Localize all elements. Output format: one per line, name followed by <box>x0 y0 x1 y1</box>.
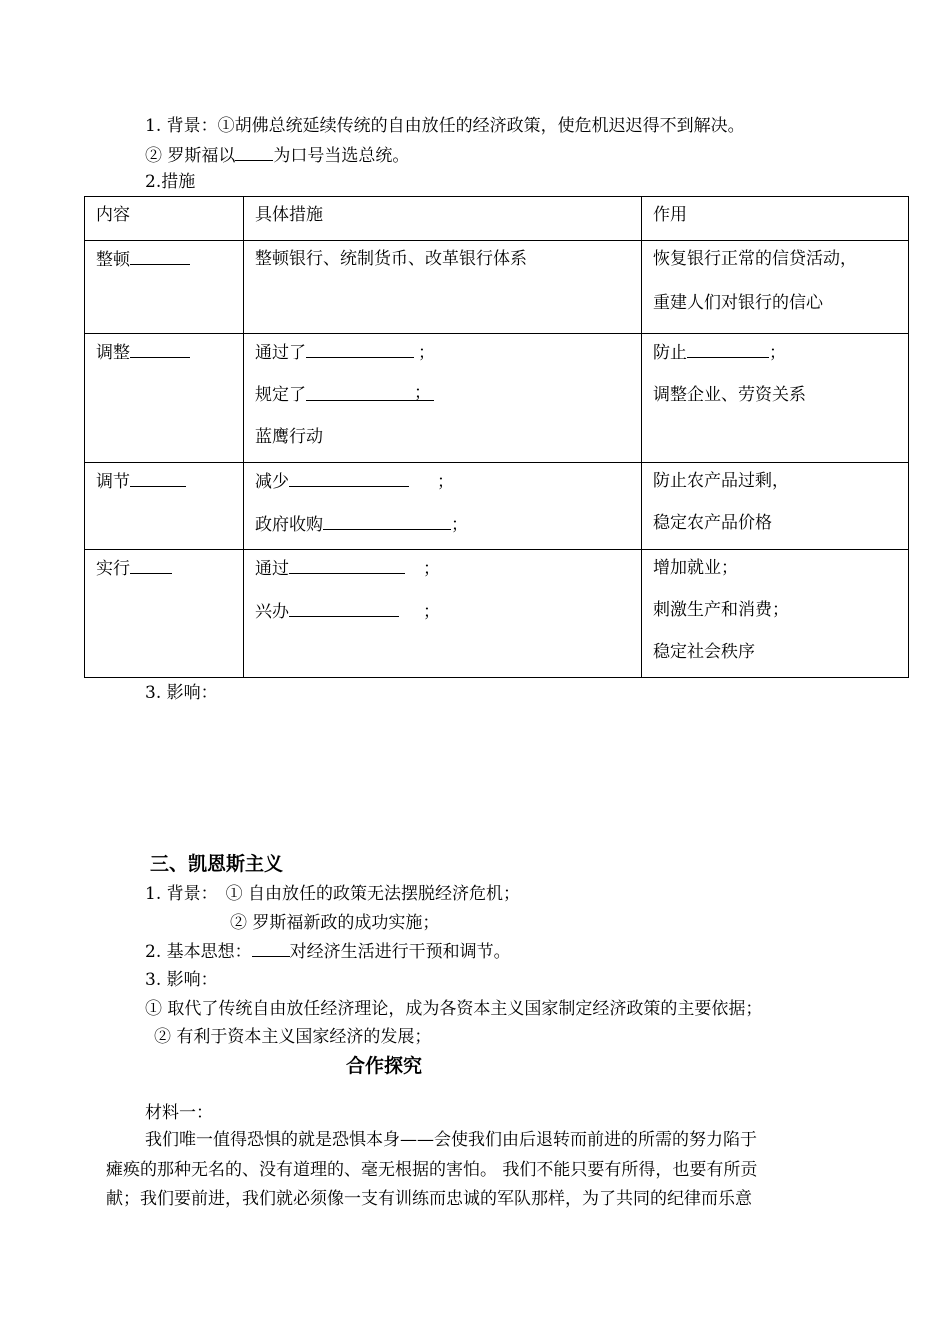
table-row <box>85 241 909 334</box>
table-header-cell: 内容 <box>85 197 244 241</box>
background-label: 1. 背景： <box>145 116 218 136</box>
fill-blank[interactable] <box>235 144 273 161</box>
table-cell: 调节 <box>85 463 244 550</box>
table-header-cell: 具体措施 <box>244 197 642 241</box>
table-cell: 通过 ； 兴办 ； <box>244 550 642 678</box>
keynes-impact-line1: ① 取代了传统自由放任经济理论，成为各资本主义国家制定经济政策的主要依据； <box>145 999 763 1019</box>
material-paragraph-line: 献；我们要前进，我们就必须像一支有训练而忠诚的军队那样，为了共同的纪律而乐意 <box>106 1189 752 1209</box>
fill-blank[interactable] <box>130 341 190 358</box>
table-cell: 实行 <box>85 550 244 678</box>
material-label: 材料一： <box>145 1103 213 1123</box>
table-cell: 减少 ； 政府收购 ； <box>244 463 642 550</box>
table-cell: 整顿银行、统制货币、改革银行体系 <box>244 241 642 334</box>
table-row <box>85 550 909 678</box>
fill-blank[interactable] <box>323 513 451 530</box>
table-header-cell: 作用 <box>642 197 909 241</box>
keynes-background-line2: ② 罗斯福新政的成功实施； <box>230 913 440 933</box>
keynes-basic-idea: 2. 基本思想： 对经济生活进行干预和调节。 <box>145 942 511 962</box>
new-deal-background-line1 <box>145 115 745 137</box>
fill-blank[interactable] <box>289 600 399 617</box>
table-cell: 通过了 ； 规定了 ； 蓝鹰行动 <box>244 334 642 463</box>
table-row <box>85 334 909 463</box>
table-cell: 防止农产品过剩， 稳定农产品价格 <box>642 463 909 550</box>
fill-blank[interactable] <box>252 940 290 957</box>
fill-blank[interactable] <box>289 470 409 487</box>
table-cell: 防止 ； 调整企业、劳资关系 <box>642 334 909 463</box>
section-title-keynesianism: 三、凯恩斯主义 <box>150 853 284 875</box>
fill-blank[interactable] <box>130 248 190 265</box>
cooperation-title: 合作探究 <box>346 1055 423 1077</box>
fill-blank[interactable] <box>130 557 172 574</box>
new-deal-impact-label: 3. 影响： <box>145 683 218 703</box>
fill-blank[interactable]: ； <box>306 384 434 401</box>
keynes-impact-line2: ② 有利于资本主义国家经济的发展； <box>154 1027 432 1047</box>
table-header-row <box>85 197 909 241</box>
background-text: ①胡佛总统延续传统的自由放任的经济政策，使危机迟迟得不到解决。 <box>217 116 745 136</box>
fill-blank[interactable] <box>289 557 405 574</box>
table-cell: 恢复银行正常的信贷活动， 重建人们对银行的信心 <box>642 241 909 334</box>
material-paragraph-line: 瘫痪的那种无名的、没有道理的、毫无根据的害怕。 我们不能只要有所得，也要有所贡 <box>106 1160 758 1180</box>
fill-blank[interactable] <box>306 341 414 358</box>
measures-table <box>84 196 909 678</box>
material-paragraph-line: 我们唯一值得恐惧的就是恐惧本身——会使我们由后退转而前进的所需的努力陷于 <box>145 1130 757 1150</box>
fill-blank[interactable] <box>687 341 769 358</box>
keynes-background-line1: 1. 背景： ① 自由放任的政策无法摆脱经济危机； <box>145 884 521 904</box>
table-row <box>85 463 909 550</box>
new-deal-background-line2: ② 罗斯福以 为口号当选总统。 <box>145 146 410 166</box>
table-cell: 调整 <box>85 334 244 463</box>
table-cell: 整顿 <box>85 241 244 334</box>
keynes-impact-label: 3. 影响： <box>145 970 218 990</box>
fill-blank[interactable] <box>130 470 186 487</box>
measures-heading: 2.措施 <box>145 172 196 192</box>
table-cell: 增加就业； 刺激生产和消费； 稳定社会秩序 <box>642 550 909 678</box>
